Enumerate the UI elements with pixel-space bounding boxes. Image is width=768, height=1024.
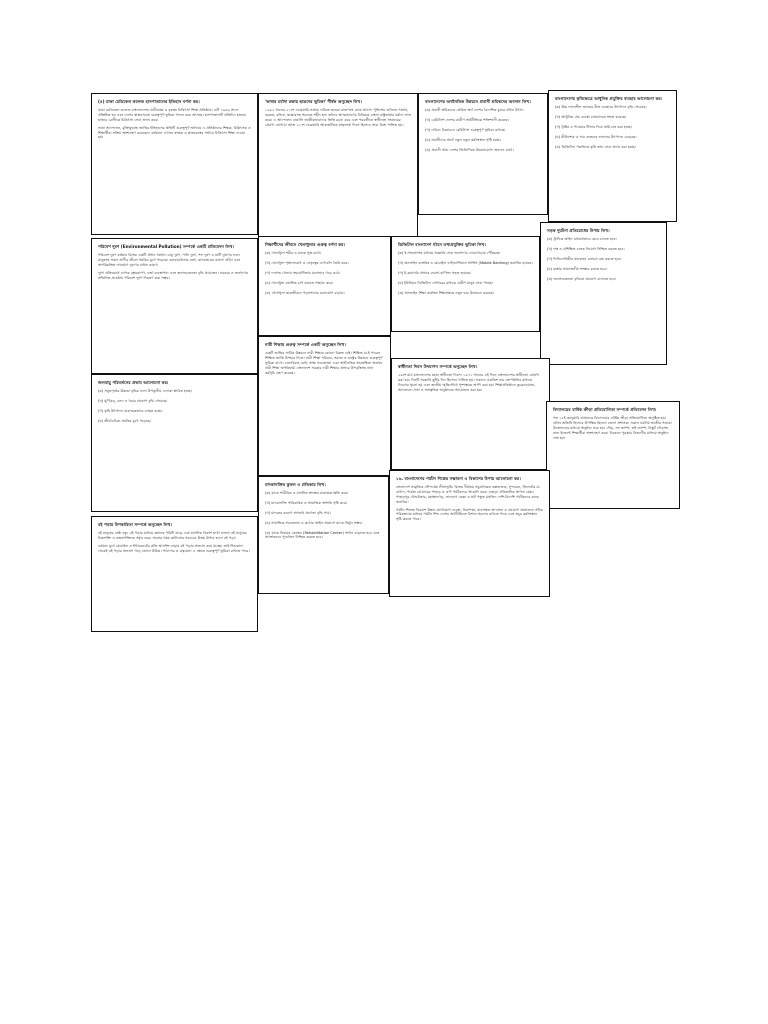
card-title: স্বাধীনতা দিবস উদযাপন সম্পর্কে অনুচ্ছেদ লিখ।: [398, 364, 478, 369]
card-list-item: (ক) প্রবাসী শ্রমিকদের প্রেরিত অর্থ দেশের বৈদেশিক মুদ্রার প্রধান উৎস।: [425, 108, 524, 113]
card-paragraph: বাংলাদেশ প্রাকৃতিক সৌন্দর্যের লীলাভূমি। বিশ্বের দীর্ঘতম সমুদ্রসৈকত কক্সবাজার, সুন্দরবন, সিলেটের চা-বাগান, পার্বত্য চট্টগ্রামের পাহাড় ও ঝর্ণা পর্যটকদের আকর্ষণ করে। এছাড়া ঐতিহাসিক স্থাপনা যেমন পাহাড়পুর বৌদ্ধবিহার, মহাস্থানগড়, লালবাগ কেল্লা ও ষাট গম্বুজ মসজিদ দেশি-বিদেশি পর্যটকদের কাছে জনপ্রিয়।: [396, 485, 541, 504]
card-title: ১৬. বাংলাদেশের পর্যটন শিল্পের সম্ভাবনা ও বিকাশের উপায় আলোচনা কর।: [396, 476, 521, 481]
card-list-item: (ক) খেলাধুলা শরীর ও মনকে সুস্থ রাখে।: [265, 251, 322, 256]
card-11: [546, 401, 680, 509]
card-list-item: (খ) দক্ষ ও প্রশিক্ষিত চালক নিয়োগ নিশ্চিত করতে হবে।: [547, 247, 625, 252]
card-4: [548, 90, 677, 222]
card-title: পরিবেশ দূষণ (Environmental Pollution) সম্পর্কে একটি প্রতিবেদন লিখ।: [98, 244, 234, 249]
card-paragraph: বর্তমান যুগে মোবাইল ও ইন্টারনেটের প্রতি আসক্তি বাড়ায় বই পড়ার অভ্যাস কমে যাচ্ছে। তাই শিশুকাল থেকেই বই পড়ার অভ্যাস গড়ে তোলা উচিত। পাঠাগার ও গ্রন্থমেলা এ ক্ষেত্রে গুরুত্বপূর্ণ ভূমিকা রাখতে পারে।: [98, 544, 250, 553]
card-list-item: (খ) অনলাইন ব্যাংকিং ও মোবাইল ফাইন্যান্সিয়াল সার্ভিস (Mobile Banking) জনপ্রিয় হয়েছে।: [398, 261, 533, 266]
card-title: বাংলাদেশের অর্থনৈতিক উন্নয়নে প্রবাসী শ্রমিকদের অবদান লিখ।: [425, 99, 531, 104]
card-list-item: (খ) রেমিট্যান্স দেশের গ্রামীণ অর্থনীতিকে শক্তিশালী করেছে।: [425, 118, 509, 123]
card-list-item: (গ) মাদকের কারণে অপরাধ প্রবণতা বৃদ্ধি পায়।: [265, 511, 331, 515]
card-list-item: (ঘ) রাস্তার প্রয়োজনীয় সংস্কার করতে হবে।: [547, 266, 607, 271]
card-title: বই পড়ার উপকারিতা সম্পর্কে অনুচ্ছেদ লিখ।: [98, 522, 173, 527]
card-9: [258, 336, 391, 476]
card-list-item: (ঘ) কীটনাশক ও সার ব্যবহারে ফসলের উৎপাদন বেড়েছে।: [555, 134, 637, 139]
card-title: নারী শিক্ষার গুরুত্ব সম্পর্কে একটি অনুচ্ছেদ লিখ।: [265, 342, 346, 347]
card-list-item: (ঙ) মাদক নিরাময় কেন্দ্রের (Rehabilitation Center) সংখ্যা বাড়াতে হবে এবং আক্রান্তদের পুনর্বাসন নিশ্চিত করতে হবে।: [265, 530, 380, 540]
card-list-item: (গ) কৃষি উৎপাদন মারাত্মকভাবে ব্যাহত হচ্ছে।: [98, 409, 163, 413]
card-list-item: (গ) ই-কমার্সের প্রসারে ব্যবসা-বাণিজ্য সহজ হয়েছে।: [398, 271, 471, 275]
card-paragraph: দূষণ প্রতিরোধে ব্যাপক বৃক্ষরোপণ, বর্জ্য ব্যবস্থাপনা এবং জনসচেতনতা বৃদ্ধি প্রয়োজন। সরকার ও জনগণের সম্মিলিত প্রচেষ্টায় পরিবেশ দূষণ নিয়ন্ত্রণ করা সম্ভব।: [98, 270, 249, 280]
card-list-item: (ক) উচ্চ ফলনশীল জাতের বীজ ব্যবহারে উৎপাদন বৃদ্ধি পেয়েছে।: [555, 105, 647, 110]
card-list-item: (ক) মাদক শারীরিক ও মানসিক স্বাস্থ্যের মারাত্মক ক্ষতি করে।: [265, 491, 349, 496]
card-title: 'ভাষার মর্যাদা রক্ষায় ছাত্রদের ভূমিকা' শীর্ষক অনুচ্ছেদ লিখ।: [265, 99, 362, 104]
card-list-item: (খ) ঘূর্ণিঝড়, বন্যা ও খরার প্রকোপ বৃদ্ধি পেয়েছে।: [98, 399, 168, 404]
card-list-item: (ঘ) প্রবাসীদের অর্থে নতুন নতুন কর্মসংস্থান সৃষ্টি হচ্ছে।: [425, 137, 501, 142]
card-paragraph: পরিবেশ দূষণ বর্তমান বিশ্বের একটি প্রধান সমস্যা। বায়ু দূষণ, পানি দূষণ, শব্দ দূষণ ও মাটি দূষণের ফলে মানুষসহ সকল প্রাণীর জীবন হুমকির মুখে পড়েছে। কলকারখানার বর্জ্য, যানবাহনের কালো ধোঁয়া এবং অপরিকল্পিত নগরায়ণ দূষণের প্রধান কারণ।: [98, 253, 241, 267]
card-title: সড়ক দুর্ঘটনা প্রতিরোধের উপায় লিখ।: [547, 228, 610, 233]
card-title: শিক্ষার্থীদের জীবনে খেলাধুলার গুরুত্ব বর্ণনা কর।: [265, 242, 346, 247]
card-title: বিদ্যালয়ের বার্ষিক ক্রীড়া প্রতিযোগিতা সম্পর্কে প্রতিবেদন লিখ।: [553, 407, 657, 412]
card-list-item: (গ) ট্রাক্টর ও পাওয়ার টিলার দিয়ে জমি চাষ করা হচ্ছে।: [555, 125, 633, 129]
card-paragraph: বই মানুষের শ্রেষ্ঠ বন্ধু। বই পড়ার মাধ্যমে জ্ঞানের পরিধি বাড়ে এবং মানসিক বিকাশ ঘটে। ভালো বই মানুষের চিন্তাশক্তি ও কল্পনাশক্তিকে সমৃদ্ধ করে। অবসর সময় কাটানোর সবচেয়ে উত্তম উপায় হলো বই পড়া।: [98, 531, 247, 541]
card-3: [418, 93, 548, 215]
card-list-item: (গ) দারিদ্র্য বিমোচনে রেমিট্যান্স গুরুত্বপূর্ণ ভূমিকা রাখছে।: [425, 128, 506, 132]
card-paragraph: ২৬শে মার্চ বাংলাদেশের মহান স্বাধীনতা দিবস। ১৯৭১ সালের এই দিনে বাংলাদেশের স্বাধীনতা ঘোষণা করা হয়। দিনটি সরকারি ছুটির দিন হিসেবে পালিত হয়। সকালে একত্রিশ বার তোপধ্বনির মাধ্যমে দিবসের সূচনা হয় এবং জাতীয় স্মৃতিসৌধে পুষ্পস্তবক অর্পণ করা হয়। শিক্ষাপ্রতিষ্ঠানে কুচকাওয়াজ, আলোচনা সভা ও সাংস্কৃতিক অনুষ্ঠানের আয়োজন করা হয়।: [398, 373, 540, 392]
card-list-item: (ক) ট্রাফিক আইন যথাযথভাবে মেনে চলতে হবে।: [547, 237, 617, 242]
card-14: [258, 476, 389, 594]
card-2: [258, 93, 418, 238]
card-title: জলবায়ু পরিবর্তনের প্রভাব আলোচনা কর।: [98, 380, 169, 385]
card-list-item: (গ) ফিটনেসবিহীন যানবাহন চলাচল বন্ধ করতে হবে।: [547, 257, 622, 261]
card-paragraph: পর্যটন শিল্পের বিকাশে উন্নত যোগাযোগ ব্যবস্থা, নিরাপত্তা, মানসম্মত আবাসন ও প্রচারণা প্রয়োজন। সঠিক পরিকল্পনার মাধ্যমে পর্যটন শিল্প দেশের অর্থনীতিতে বিশাল অবদান রাখতে পারে এবং প্রচুর কর্মসংস্থান সৃষ্টি করতে পারে।: [396, 507, 543, 522]
card-15: [389, 470, 550, 597]
card-1: [91, 93, 258, 235]
card-list-item: (ঙ) জনসচেতনতা বৃদ্ধিতে প্রচারণা চালাতে হবে।: [547, 276, 616, 281]
card-6: [258, 236, 391, 336]
card-paragraph: ১৯৫২ সালের ২১শে ফেব্রুয়ারি ভাষার দাবিতে ছাত্ররা রাজপথে নেমে আসে। পুলিশের গুলিতে সালাম, বরকত, রফিক, জব্বারসহ অনেকে শহীদ হন। তাঁদের আত্মত্যাগের বিনিময়ে বাংলা রাষ্ট্রভাষার মর্যাদা লাভ করে। এ আন্দোলন বাঙালি জাতীয়তাবাদের ভিত্তি রচনা করে এবং পরবর্তীতে স্বাধীনতা সংগ্রামের প্রেরণা যোগায়। আজ ২১শে ফেব্রুয়ারি আন্তর্জাতিক মাতৃভাষা দিবস হিসেবে সারা বিশ্বে পালিত হয়।: [265, 108, 411, 127]
card-10: [391, 358, 550, 470]
card-title: ডিজিটাল বাংলাদেশ গঠনে তথ্যপ্রযুক্তির ভূমিকা লিখ।: [398, 242, 486, 247]
card-list-item: (ক) ই-গভর্নেন্সের মাধ্যমে সরকারি সেবা জনগণের দোরগোড়ায় পৌঁছেছে।: [398, 251, 501, 256]
card-list-item: (ঙ) খেলাধুলা ছাত্রজীবনে পড়াশোনার মনোযোগ বাড়ায়।: [265, 290, 345, 295]
card-list-item: (ঙ) ডিজিটাল পদ্ধতিতে কৃষি তথ্য সেবা প্রদান করা হচ্ছে।: [555, 144, 636, 149]
card-list-item: (ঙ) অনলাইন শিক্ষা কার্যক্রম শিক্ষাক্ষেত্রে নতুন দ্বার উন্মোচন করেছে।: [398, 290, 494, 295]
card-list-item: (ঙ) প্রবাসী আয় দেশের জিডিপিতে উল্লেখযোগ্য অবদান রাখে।: [425, 147, 514, 152]
card-12: [91, 374, 258, 512]
card-title: (৫) ঢাকা মেডিকেল কলেজ হাসপাতালের ইতিহাস বর্ণনা কর।: [98, 99, 200, 104]
card-list-item: (ঘ) সামাজিক সচেতনতা ও কঠোর আইন প্রয়োগে মাদক নির্মূল সম্ভব।: [265, 520, 363, 525]
card-list-item: (খ) মাদকাসক্তি পারিবারিক ও সামাজিক অশান্তি সৃষ্টি করে।: [265, 501, 348, 506]
card-8: [540, 222, 667, 365]
card-paragraph: গত ১৫ই জানুয়ারি আমাদের বিদ্যালয়ের বার্ষিক ক্রীড়া প্রতিযোগিতা অনুষ্ঠিত হয়। প্রধান অতিথি হিসেবে উপস্থিত ছিলেন জেলা প্রশাসক। সকাল নয়টায় জাতীয় পতাকা উত্তোলনের মাধ্যমে অনুষ্ঠান শুরু হয়। দৌড়, লং জাম্প, হাই জাম্প, বিস্কুট দৌড়সহ নানা ইভেন্টে শিক্ষার্থীরা অংশগ্রহণ করে। বিকেলে পুরস্কার বিতরণীর মাধ্যমে অনুষ্ঠান শেষ হয়।: [553, 416, 672, 440]
card-list-item: (ঘ) জীববৈচিত্র্য হুমকির মুখে পড়েছে।: [98, 418, 151, 423]
card-title: বাংলাদেশের কৃষিক্ষেত্রে আধুনিক প্রযুক্তির ব্যবহার আলোচনা কর।: [555, 96, 663, 101]
card-paragraph: একটি জাতির সার্বিক উন্নয়নে নারী শিক্ষার কোনো বিকল্প নেই। শিক্ষিত মা-ই পারেন শিক্ষিত জাতি উপহার দিতে। নারী শিক্ষা পরিবার, সমাজ ও রাষ্ট্রের উন্নয়নে গুরুত্বপূর্ণ ভূমিকা রাখে। বাল্যবিবাহ রোধ, স্বাস্থ্য সচেতনতা এবং অর্থনৈতিক স্বাবলম্বিতা অর্জনে নারী শিক্ষা অপরিহার্য। বাংলাদেশ সরকার নারী শিক্ষার প্রসারে উপবৃত্তিসহ নানা কর্মসূচি গ্রহণ করেছে।: [265, 351, 383, 375]
card-list-item: (খ) আধুনিক সেচ ব্যবস্থা চাষাবাদকে সহজ করেছে।: [555, 115, 627, 120]
card-list-item: (ঘ) ইউনিয়ন ডিজিটাল সেন্টারের মাধ্যমে গ্রামীণ মানুষ সেবা পাচ্ছে।: [398, 280, 494, 285]
card-list-item: (খ) খেলাধুলা শৃঙ্খলাবোধ ও নেতৃত্বের গুণাবলি তৈরি করে।: [265, 261, 349, 266]
card-list-item: (ঘ) খেলাধুলা মানসিক চাপ কমাতে সাহায্য করে।: [265, 280, 334, 285]
card-list-item: (গ) দলগত খেলায় সহযোগিতার মনোভাব গড়ে ওঠে।: [265, 271, 341, 275]
card-title: মাদকাসক্তির কুফল ও প্রতিকার লিখ।: [265, 482, 326, 487]
card-5: [91, 238, 258, 374]
card-13: [91, 516, 258, 632]
card-list-item: (ক) সমুদ্রপৃষ্ঠের উচ্চতা বৃদ্ধির ফলে উপকূলীয় এলাকা প্লাবিত হচ্ছে।: [98, 389, 193, 394]
card-7: [391, 236, 540, 332]
card-paragraph: ভাষা আন্দোলন, মুক্তিযুদ্ধসহ জাতির ইতিহাসের প্রতিটি গুরুত্বপূর্ণ অধ্যায়ে এ প্রতিষ্ঠানের শিক্ষক, চিকিৎসক ও শিক্ষার্থীরা সক্রিয় অংশগ্রহণ করেছেন। বর্তমানে এখানে স্নাতক ও স্নাতকোত্তর পর্যায়ে চিকিৎসা শিক্ষা দেওয়া হয়।: [98, 125, 251, 140]
card-paragraph: ঢাকা মেডিকেল কলেজ বাংলাদেশের প্রাচীনতম ও বৃহত্তম চিকিৎসা শিক্ষা প্রতিষ্ঠান। এটি ১৯৪৬ সালে প্রতিষ্ঠিত হয় এবং দেশের স্বাস্থ্যসেবায় গুরুত্বপূর্ণ ভূমিকা পালন করে আসছে। হাসপাতালটি প্রতিদিন হাজার হাজার রোগীকে চিকিৎসা সেবা প্রদান করে।: [98, 108, 246, 122]
